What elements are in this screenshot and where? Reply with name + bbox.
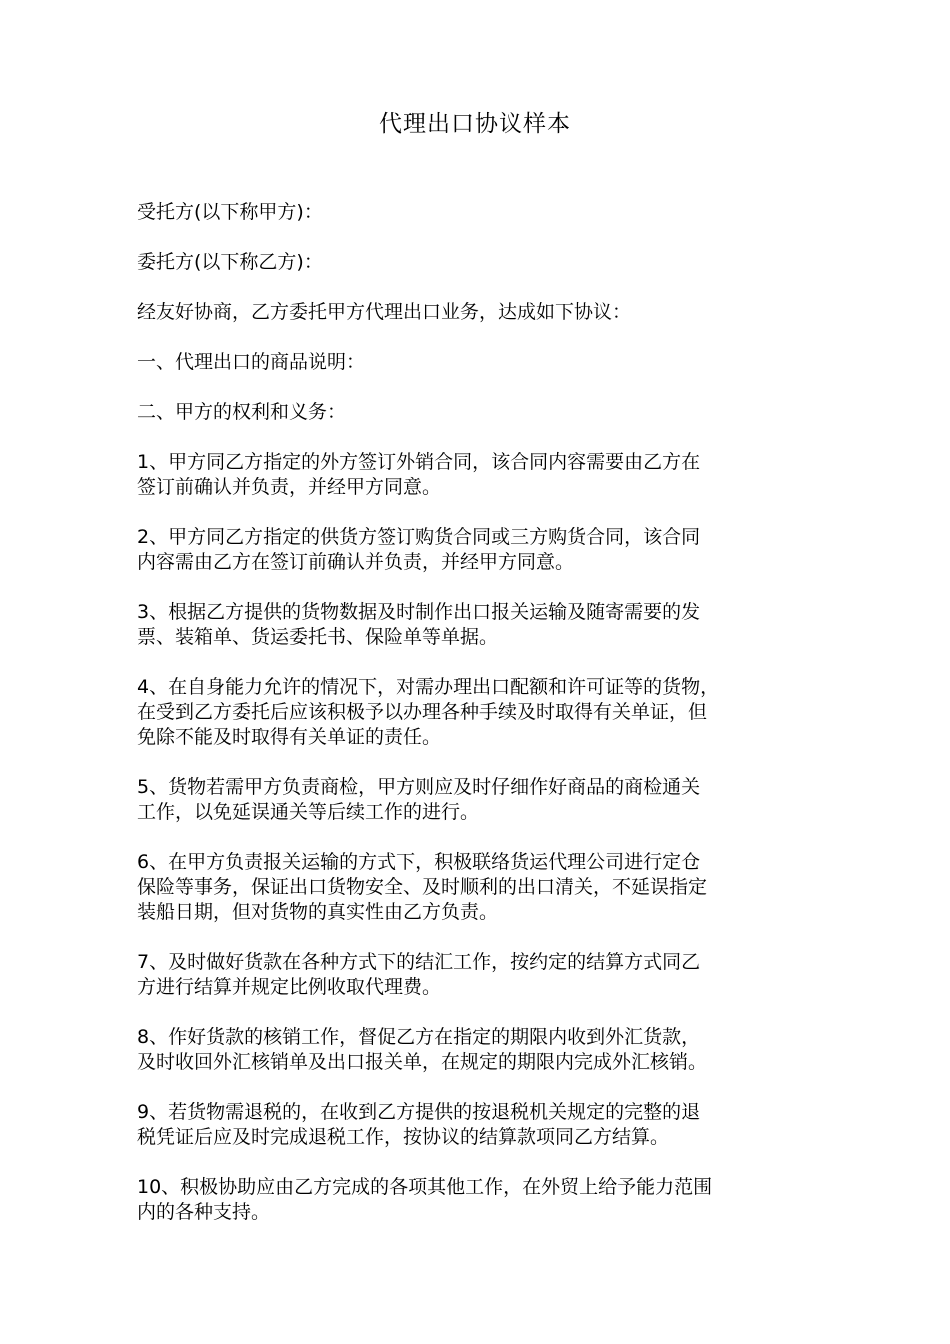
clause-1: 1、甲方同乙方指定的外方签订外销合同，该合同内容需要由乙方在 签订前确认并负责，并经甲方同意。 <box>137 451 701 498</box>
clause-9: 9、若货物需退税的，在收到乙方提供的按退税机关规定的完整的退 税凭证后应及时完成退税工作，按协议的结算款项同乙方结算。 <box>137 1101 701 1148</box>
party-a-line: 受托方(以下称甲方)： <box>137 201 323 223</box>
clause-8: 8、作好货款的核销工作，督促乙方在指定的期限内收到外汇货款， 及时收回外汇核销单及出口报关单，在规定的期限内完成外汇核销。 <box>137 1026 708 1073</box>
clause-2: 2、甲方同乙方指定的供货方签订购货合同或三方购货合同，该合同 内容需由乙方在签订前确认并负责，并经甲方同意。 <box>137 526 701 573</box>
party-b-line: 委托方(以下称乙方)： <box>137 251 323 273</box>
clause-7: 7、及时做好货款在各种方式下的结汇工作，按约定的结算方式同乙 方进行结算并规定比例收取代理费。 <box>137 951 701 998</box>
section-heading-rights: 二、甲方的权利和义务： <box>137 401 347 423</box>
document-title: 代理出口协议样本 <box>379 111 571 137</box>
intro-paragraph: 经友好协商，乙方委托甲方代理出口业务，达成如下协议： <box>137 301 632 323</box>
clause-6: 6、在甲方负责报关运输的方式下，积极联络货运代理公司进行定仓 保险等事务，保证出口货物安全、及时顺利的出口清关，不延误指定 装船日期，但对货物的真实性由乙方负责。 <box>137 851 708 923</box>
document-body <box>137 200 827 1250</box>
clause-3: 3、根据乙方提供的货物数据及时制作出口报关运输及随寄需要的发 票、装箱单、货运委托书、保险单等单据。 <box>137 601 701 648</box>
section-heading-goods: 一、代理出口的商品说明： <box>137 351 366 373</box>
clause-4: 4、在自身能力允许的情况下，对需办理出口配额和许可证等的货物， 在受到乙方委托后应该积极予以办理各种手续及时取得有关单证，但 免除不能及时取得有关单证的责任。 <box>137 676 720 748</box>
clause-5: 5、货物若需甲方负责商检，甲方则应及时仔细作好商品的商检通关 工作，以免延误通关等后续工作的进行。 <box>137 776 701 823</box>
clause-10: 10、积极协助应由乙方完成的各项其他工作，在外贸上给予能力范围 内的各种支持。 <box>137 1176 713 1223</box>
